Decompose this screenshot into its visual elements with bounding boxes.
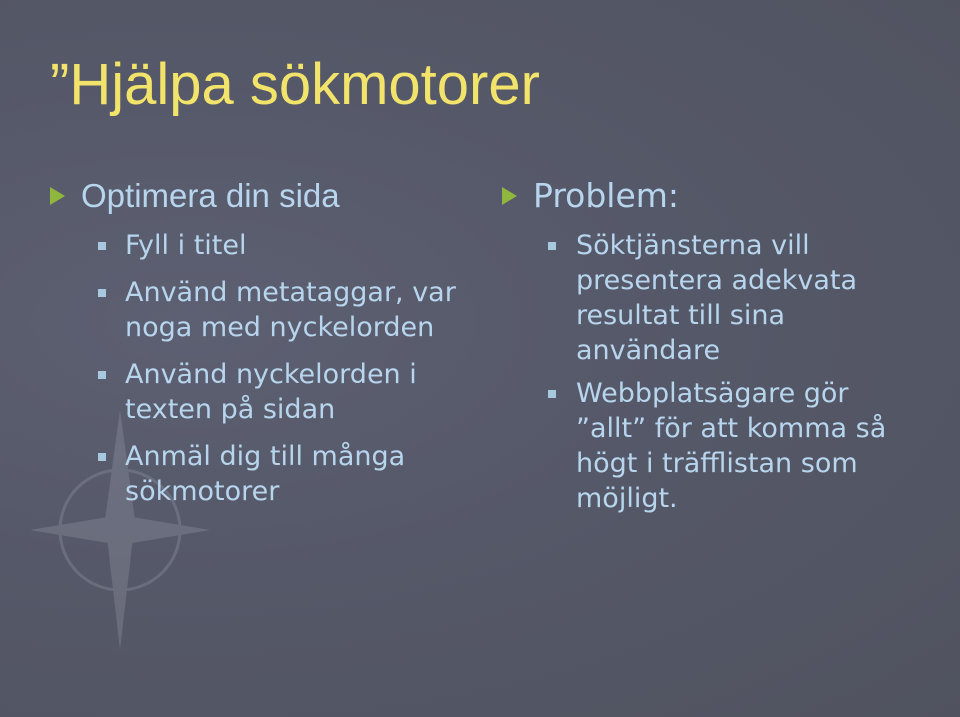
list-item: [98, 439, 480, 509]
list-item-text: Webbplatsägare gör ”allt” för att komma så högt i träfflistan som möjligt.: [576, 378, 887, 514]
left-heading: [50, 176, 480, 216]
list-item-text: Anmäl dig till många sökmotorer: [125, 441, 406, 507]
list-item: [98, 275, 480, 345]
left-heading-text: Optimera din sida: [81, 177, 340, 214]
list-item: [548, 228, 942, 368]
right-heading: [502, 176, 942, 216]
square-bullet-icon: [98, 242, 106, 250]
square-bullet-icon: [548, 390, 556, 398]
list-item-text: Använd nyckelorden i texten på sidan: [125, 359, 417, 425]
square-bullet-icon: [98, 453, 106, 461]
list-item: [98, 228, 480, 263]
square-bullet-icon: [98, 289, 106, 297]
triangle-arrow-bullet-icon: [502, 187, 517, 205]
list-item-text: Använd metataggar, var noga med nyckelorden: [125, 277, 456, 343]
right-column: [502, 176, 942, 516]
list-item: [548, 376, 942, 516]
left-column: [50, 176, 480, 509]
slide-title: ”Hjälpa sökmotorer: [50, 52, 540, 117]
list-item-text: Söktjänsterna vill presentera adekvata resultat till sina användare: [576, 230, 858, 366]
square-bullet-icon: [548, 242, 556, 250]
list-item-text: Fyll i titel: [125, 230, 247, 261]
triangle-arrow-bullet-icon: [50, 187, 65, 205]
square-bullet-icon: [98, 371, 106, 379]
list-item: [98, 357, 480, 427]
right-heading-text: Problem:: [533, 176, 680, 215]
